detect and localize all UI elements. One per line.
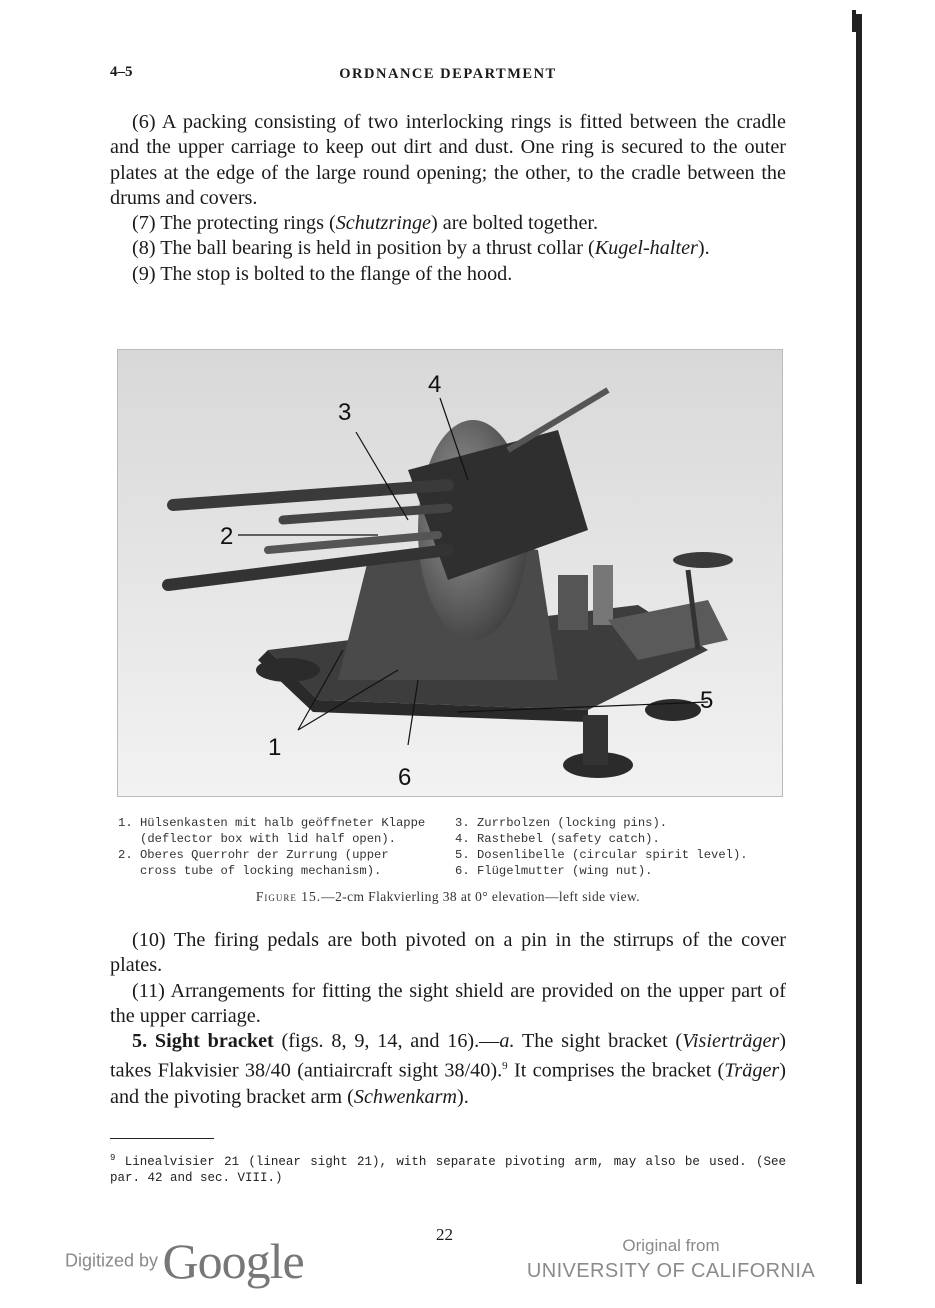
- callout-5: 5: [700, 687, 714, 714]
- legend-item-6: 6. Flügelmutter (wing nut).: [455, 864, 653, 878]
- section-number: 4–5: [110, 64, 133, 80]
- bottom-text-block: [110, 928, 786, 1110]
- footnote-ref: 9: [502, 1060, 508, 1073]
- callout-6: 6: [398, 764, 412, 791]
- term-schutzringe: Schutzringe: [335, 212, 432, 235]
- legend-item-1: 1. Hülsenkasten mit halb geöffneter Klappe: [118, 816, 426, 830]
- running-title: ORDNANCE DEPARTMENT: [339, 66, 557, 82]
- magazine: [558, 575, 588, 630]
- section-5-sight-bracket: 5. Sight bracket (figs. 8, 9, 14, and 16).—a. The sight bracket (Visierträger) takes Flakvisier 38/40 (antiaircraft sight 38/40).$^9$ It comprises the bracket (Träger) and the pivoting bracket arm (Schwenkarm).: [110, 1030, 787, 1108]
- footnote-divider: [110, 1138, 214, 1139]
- callout-4: 4: [428, 371, 442, 398]
- scan-edge-bar: [856, 14, 862, 1284]
- foot-left: [256, 658, 320, 682]
- paragraph-11: (11) Arrangements for fitting the sight shield are provided on the upper part of the upper carriage.: [110, 979, 786, 1027]
- page-header: [110, 64, 786, 88]
- term-kugelhalter: Kugel-halter: [594, 237, 698, 260]
- seat: [673, 552, 733, 568]
- section-5-heading: 5. Sight bracket: [132, 1030, 274, 1053]
- term-traeger: Träger: [724, 1060, 780, 1083]
- top-text-block: [110, 110, 786, 287]
- term-visiertraeger: Visierträger: [682, 1030, 780, 1053]
- figure-caption: [110, 889, 786, 905]
- paragraph-6: (6) A packing consisting of two interlocking rings is fitted between the cradle and the upper carriage to keep out dirt and dust. One ring is secured to the outer plates at the edge of the large round opening; the other, to the cradle between the drums and covers.: [110, 111, 786, 209]
- callout-1: 1: [268, 734, 282, 761]
- gun-illustration: [118, 350, 782, 796]
- legend-item-3: 3. Zurrbolzen (locking pins).: [455, 816, 668, 830]
- callout-3: 3: [338, 399, 352, 426]
- legend-left-column: [118, 815, 458, 879]
- paragraph-9: (9) The stop is bolted to the flange of the hood.: [132, 262, 513, 285]
- footnote: $^9$ Linealvisier 21 (linear sight 21), with separate pivoting arm, may also be used. (See par. 42 and sec. VIII.): [110, 1153, 786, 1186]
- google-logo: Google: [162, 1233, 304, 1289]
- paragraph-7: (7) The protecting rings (Schutzringe) are bolted together.: [132, 212, 599, 235]
- digitized-by-watermark: Digitized by Google: [65, 1233, 304, 1289]
- legend-item-2: 2. Oberes Querrohr der Zurrung (upper: [118, 848, 389, 862]
- figure-caption-text: —2-cm Flakvierling 38 at 0° elevation—left side view.: [321, 889, 641, 904]
- legend-right-column: [455, 815, 795, 879]
- legend-item-2-cont: cross tube of locking mechanism).: [140, 864, 382, 878]
- callout-2: 2: [220, 523, 234, 550]
- legend-item-4: 4. Rasthebel (safety catch).: [455, 832, 660, 846]
- legend-item-5: 5. Dosenlibelle (circular spirit level).: [455, 848, 748, 862]
- original-from-watermark: Original from UNIVERSITY OF CALIFORNIA: [526, 1236, 816, 1282]
- term-schwenkarm: Schwenkarm: [353, 1085, 458, 1108]
- figure-label: Figure 15.: [255, 889, 322, 904]
- figure-15-photo: [117, 349, 783, 797]
- page-number: 22: [436, 1225, 453, 1244]
- legend-item-1-cont: (deflector box with lid half open).: [140, 832, 396, 846]
- paragraph-10: (10) The firing pedals are both pivoted on a pin in the stirrups of the cover plates.: [110, 929, 786, 977]
- paragraph-8: (8) The ball bearing is held in position by a thrust collar (Kugel-halter).: [132, 237, 710, 260]
